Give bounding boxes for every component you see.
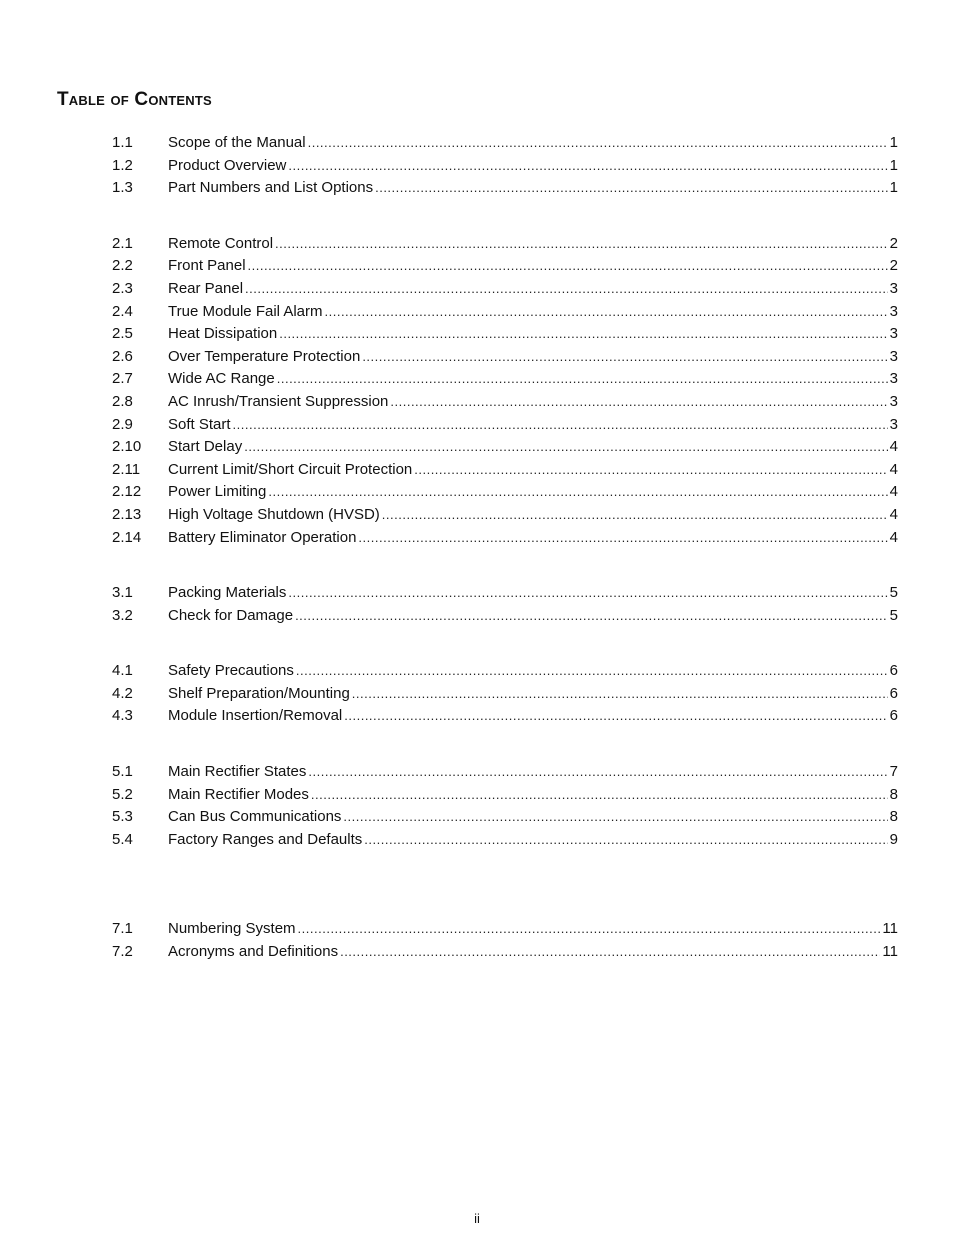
toc-entry-page: 4	[889, 505, 898, 523]
dot-leader	[248, 255, 888, 278]
toc-entry-title: Scope of the Manual	[168, 134, 306, 151]
toc-entry-page: 3	[889, 325, 898, 343]
toc-entry-page: 3	[889, 370, 898, 388]
toc-entry[interactable]	[112, 761, 898, 784]
toc-entry[interactable]	[112, 527, 898, 550]
toc-entry-title: Module Insertion/Removal	[168, 707, 343, 725]
dot-leader	[352, 683, 888, 706]
toc-entry-title: Packing Materials	[168, 584, 287, 602]
dot-leader	[325, 301, 888, 324]
toc-entry[interactable]	[112, 582, 898, 605]
dot-leader	[296, 660, 888, 683]
toc-group-2	[112, 233, 898, 549]
toc-entry[interactable]	[112, 481, 898, 504]
toc-entry-title: True Module Fail Alarm	[168, 302, 323, 320]
toc-entry-title: Power Limiting	[168, 483, 267, 501]
page-number: ii	[474, 1211, 480, 1226]
toc-entry-number: 3.1	[112, 584, 133, 602]
toc-entry-number: 5.4	[112, 830, 133, 848]
toc-entry-number: 4.3	[112, 707, 133, 725]
toc-entry-page: 3	[889, 279, 898, 297]
toc-entry[interactable]	[112, 155, 898, 178]
dot-leader	[362, 346, 887, 369]
toc-entry-page: 3	[889, 347, 898, 365]
toc-entry[interactable]	[112, 941, 898, 964]
toc-entry[interactable]	[112, 829, 898, 852]
toc-entry-title: Wide AC Range	[168, 370, 275, 388]
toc-group-5	[112, 761, 898, 851]
toc-entry-title: Battery Eliminator Operation	[168, 528, 357, 546]
toc-entry-title: Rear Panel	[168, 279, 244, 297]
toc-entry-title: Factory Ranges and Defaults	[168, 830, 363, 848]
toc-entry-page: 4	[889, 460, 898, 478]
dot-leader	[390, 391, 887, 414]
toc-entry-page: 4	[889, 438, 898, 456]
page-title: Table of Contents	[57, 88, 212, 110]
dot-leader	[268, 481, 887, 504]
toc-entry-page: 6	[889, 662, 898, 680]
toc-entry-page: 8	[889, 785, 898, 803]
dot-leader	[311, 784, 888, 807]
toc-group-3	[112, 582, 898, 627]
dot-leader	[382, 504, 888, 527]
toc-entry-page: 1	[889, 179, 898, 197]
dot-leader	[279, 323, 887, 346]
toc-entry-page: 1	[889, 134, 898, 151]
toc-entry-title: AC Inrush/Transient Suppression	[168, 392, 389, 410]
toc-entry[interactable]	[112, 705, 898, 728]
toc-entry[interactable]	[112, 660, 898, 683]
toc-entry[interactable]	[112, 806, 898, 829]
dot-leader	[288, 582, 887, 605]
toc-entry-number: 2.10	[112, 438, 142, 456]
toc-entry-page: 6	[889, 684, 898, 702]
toc-entry-title: Heat Dissipation	[168, 325, 278, 343]
toc-entry-number: 2.9	[112, 415, 133, 433]
dot-leader	[288, 155, 887, 178]
toc-entry[interactable]	[112, 414, 898, 437]
toc-entry-title: Current Limit/Short Circuit Protection	[168, 460, 413, 478]
toc-entry[interactable]	[112, 391, 898, 414]
toc-entry-title: Main Rectifier States	[168, 763, 307, 781]
toc-entry-number: 1.3	[112, 179, 133, 197]
toc-entry[interactable]	[112, 918, 898, 941]
toc-entry-title: Product Overview	[168, 156, 287, 174]
toc-entry[interactable]	[112, 784, 898, 807]
toc-entry-title: Check for Damage	[168, 606, 294, 624]
toc-entry-title: Start Delay	[168, 438, 243, 456]
toc-entry-title: Shelf Preparation/Mounting	[168, 684, 350, 702]
toc-entry-number: 3.2	[112, 606, 133, 624]
toc-entry-number: 4.2	[112, 684, 133, 702]
toc-entry-title: Soft Start	[168, 415, 231, 433]
toc-entry-title: Safety Precautions	[168, 662, 294, 680]
dot-leader	[298, 918, 881, 941]
toc-entry-number: 5.3	[112, 808, 133, 826]
toc-entry-title: High Voltage Shutdown (HVSD)	[168, 505, 380, 523]
toc-entry-number: 4.1	[112, 662, 133, 680]
dot-leader	[308, 761, 887, 784]
toc-entry[interactable]	[112, 233, 898, 256]
toc-entry-page: 8	[889, 808, 898, 826]
toc-entry-page: 5	[889, 606, 898, 624]
toc-entry-page: 2	[889, 257, 898, 275]
toc-entry-title: Front Panel	[168, 257, 246, 275]
toc-entry-title: Numbering System	[168, 920, 296, 938]
toc-entry-page: 11	[882, 943, 898, 961]
toc-entry[interactable]	[112, 301, 898, 324]
dot-leader	[375, 177, 888, 200]
toc-entry[interactable]	[112, 683, 898, 706]
toc-entry-page: 9	[889, 830, 898, 848]
toc-entry-number: 2.4	[112, 302, 133, 320]
toc-entry-number: 2.6	[112, 347, 133, 365]
toc-entry-page: 3	[889, 415, 898, 433]
table-of-contents	[112, 132, 898, 997]
toc-entry-page: 11	[882, 920, 898, 938]
dot-leader	[414, 459, 887, 482]
toc-entry[interactable]	[112, 278, 898, 301]
dot-leader	[308, 132, 888, 155]
dot-leader	[340, 941, 880, 964]
toc-entry-page: 2	[889, 234, 898, 252]
toc-entry-number: 2.2	[112, 257, 133, 275]
dot-leader	[358, 527, 887, 550]
toc-entry-number: 2.7	[112, 370, 133, 388]
toc-entry-page: 7	[889, 763, 898, 781]
toc-entry-page: 4	[889, 528, 898, 546]
toc-entry-page: 6	[889, 707, 898, 725]
dot-leader	[233, 414, 888, 437]
toc-entry-number: 2.8	[112, 392, 133, 410]
toc-group-4	[112, 660, 898, 728]
toc-entry-title: Remote Control	[168, 234, 274, 252]
toc-group-6	[112, 918, 898, 963]
toc-entry-title: Main Rectifier Modes	[168, 785, 309, 803]
toc-entry-title: Can Bus Communications	[168, 808, 342, 826]
toc-entry-number: 2.11	[112, 460, 141, 478]
toc-entry-number: 2.14	[112, 528, 142, 546]
toc-entry-number: 7.1	[112, 920, 133, 938]
toc-entry-number: 7.2	[112, 943, 133, 961]
toc-entry-number: 1.1	[112, 134, 133, 151]
toc-entry-number: 2.1	[112, 234, 133, 252]
dot-leader	[275, 233, 888, 256]
toc-entry-page: 1	[889, 156, 898, 174]
dot-leader	[245, 278, 888, 301]
toc-group-1	[112, 132, 898, 200]
toc-entry-number: 2.3	[112, 279, 133, 297]
dot-leader	[244, 436, 887, 459]
toc-entry-number: 2.13	[112, 505, 142, 523]
toc-entry-title: Acronyms and Definitions	[168, 943, 339, 961]
toc-entry[interactable]	[112, 504, 898, 527]
toc-entry[interactable]	[112, 177, 898, 200]
toc-entry-page: 5	[889, 584, 898, 602]
toc-entry-number: 2.12	[112, 483, 142, 501]
toc-entry-number: 1.2	[112, 156, 133, 174]
toc-entry-number: 2.5	[112, 325, 133, 343]
toc-entry-number: 5.2	[112, 785, 133, 803]
toc-entry[interactable]	[112, 255, 898, 278]
dot-leader	[277, 368, 888, 391]
toc-entry[interactable]	[112, 459, 898, 482]
dot-leader	[343, 806, 887, 829]
toc-entry-page: 3	[889, 392, 898, 410]
toc-entry[interactable]	[112, 605, 898, 628]
toc-entry-title: Part Numbers and List Options	[168, 179, 374, 197]
dot-leader	[295, 605, 888, 628]
toc-entry-title: Over Temperature Protection	[168, 347, 361, 365]
toc-entry-page: 4	[889, 483, 898, 501]
dot-leader	[364, 829, 887, 852]
toc-entry-number: 5.1	[112, 763, 133, 781]
toc-entry[interactable]	[112, 132, 898, 155]
toc-entry[interactable]	[112, 323, 898, 346]
toc-entry[interactable]	[112, 368, 898, 391]
dot-leader	[344, 705, 887, 728]
toc-entry[interactable]	[112, 436, 898, 459]
toc-entry[interactable]	[112, 346, 898, 369]
toc-entry-page: 3	[889, 302, 898, 320]
